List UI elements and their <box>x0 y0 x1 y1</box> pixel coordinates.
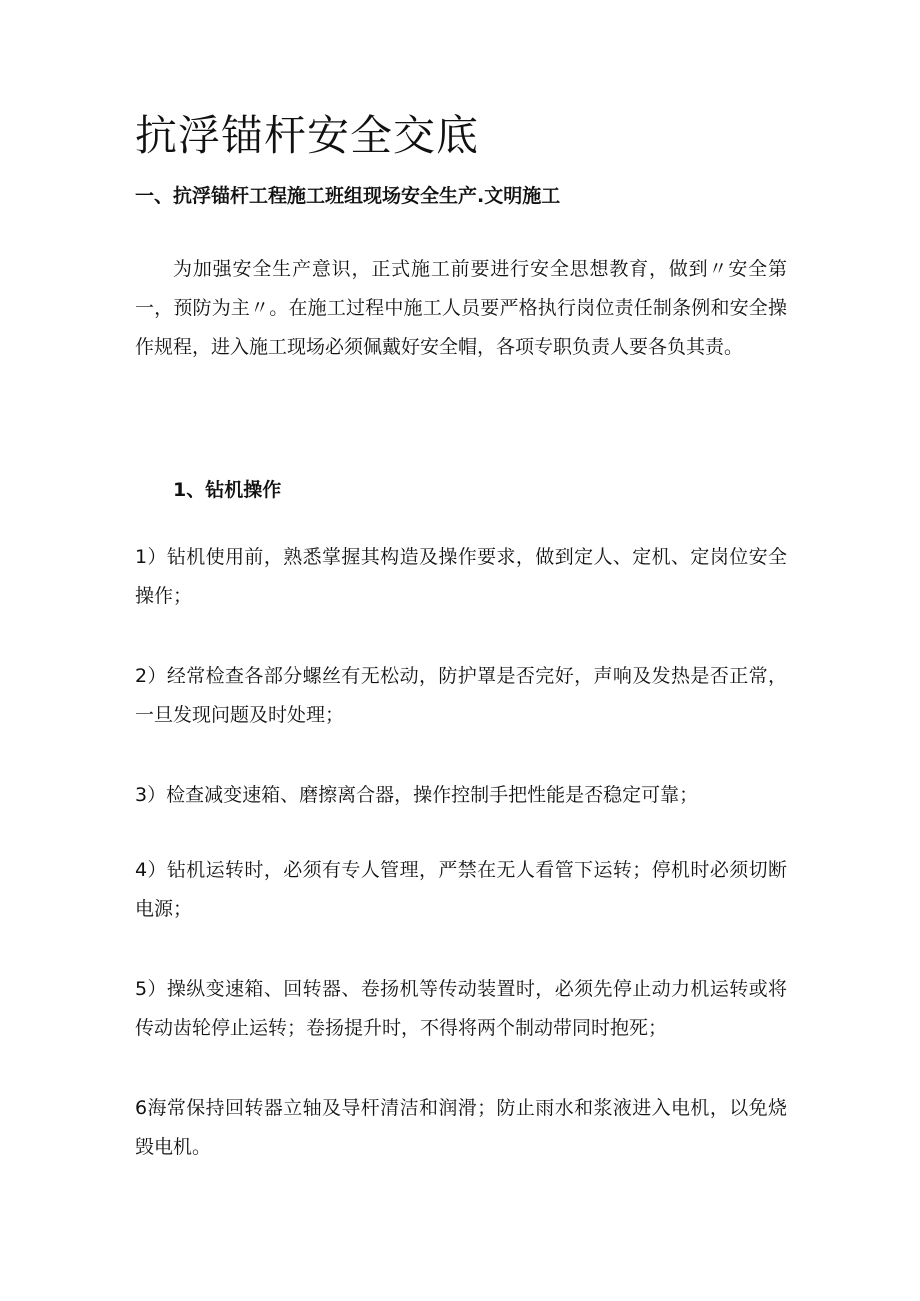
list-item: 4）钻机运转时，必须有专人管理，严禁在无人看管下运转；停机时必须切断电源； <box>135 859 787 920</box>
document-title: 抗浮锚杆安全交底 <box>135 111 480 160</box>
list-item: 1）钻机使用前，熟悉掌握其构造及操作要求，做到定人、定机、定岗位安全操作； <box>135 546 787 607</box>
list-item: 3）检查减变速箱、磨擦离合器，操作控制手把性能是否稳定可靠； <box>135 784 699 806</box>
list-item: 2）经常检查各部分螺丝有无松动，防护罩是否完好，声响及发热是否正常，一旦发现问题及时处理； <box>135 665 787 726</box>
section-heading: 一、抗浮锚杆工程施工班组现场安全生产.文明施工 <box>135 185 561 207</box>
list-item: 6海常保持回转器立轴及导杆清洁和润滑；防止雨水和浆液进入电机，以免烧毁电机。 <box>135 1097 787 1158</box>
list-item: 5）操纵变速箱、回转器、卷扬机等传动装置时，必须先停止动力机运转或将传动齿轮停止运转；卷扬提升时，不得将两个制动带同时抱死； <box>135 978 787 1039</box>
intro-paragraph: 为加强安全生产意识，正式施工前要进行安全思想教育，做到〃安全第一，预防为主〃。在施工过程中施工人员要严格执行岗位责任制条例和安全操作规程，进入施工现场必须佩戴好安全帽，各项专职负责人要各负其责。 <box>135 258 787 358</box>
subsection-heading: 1、钻机操作 <box>173 479 282 501</box>
